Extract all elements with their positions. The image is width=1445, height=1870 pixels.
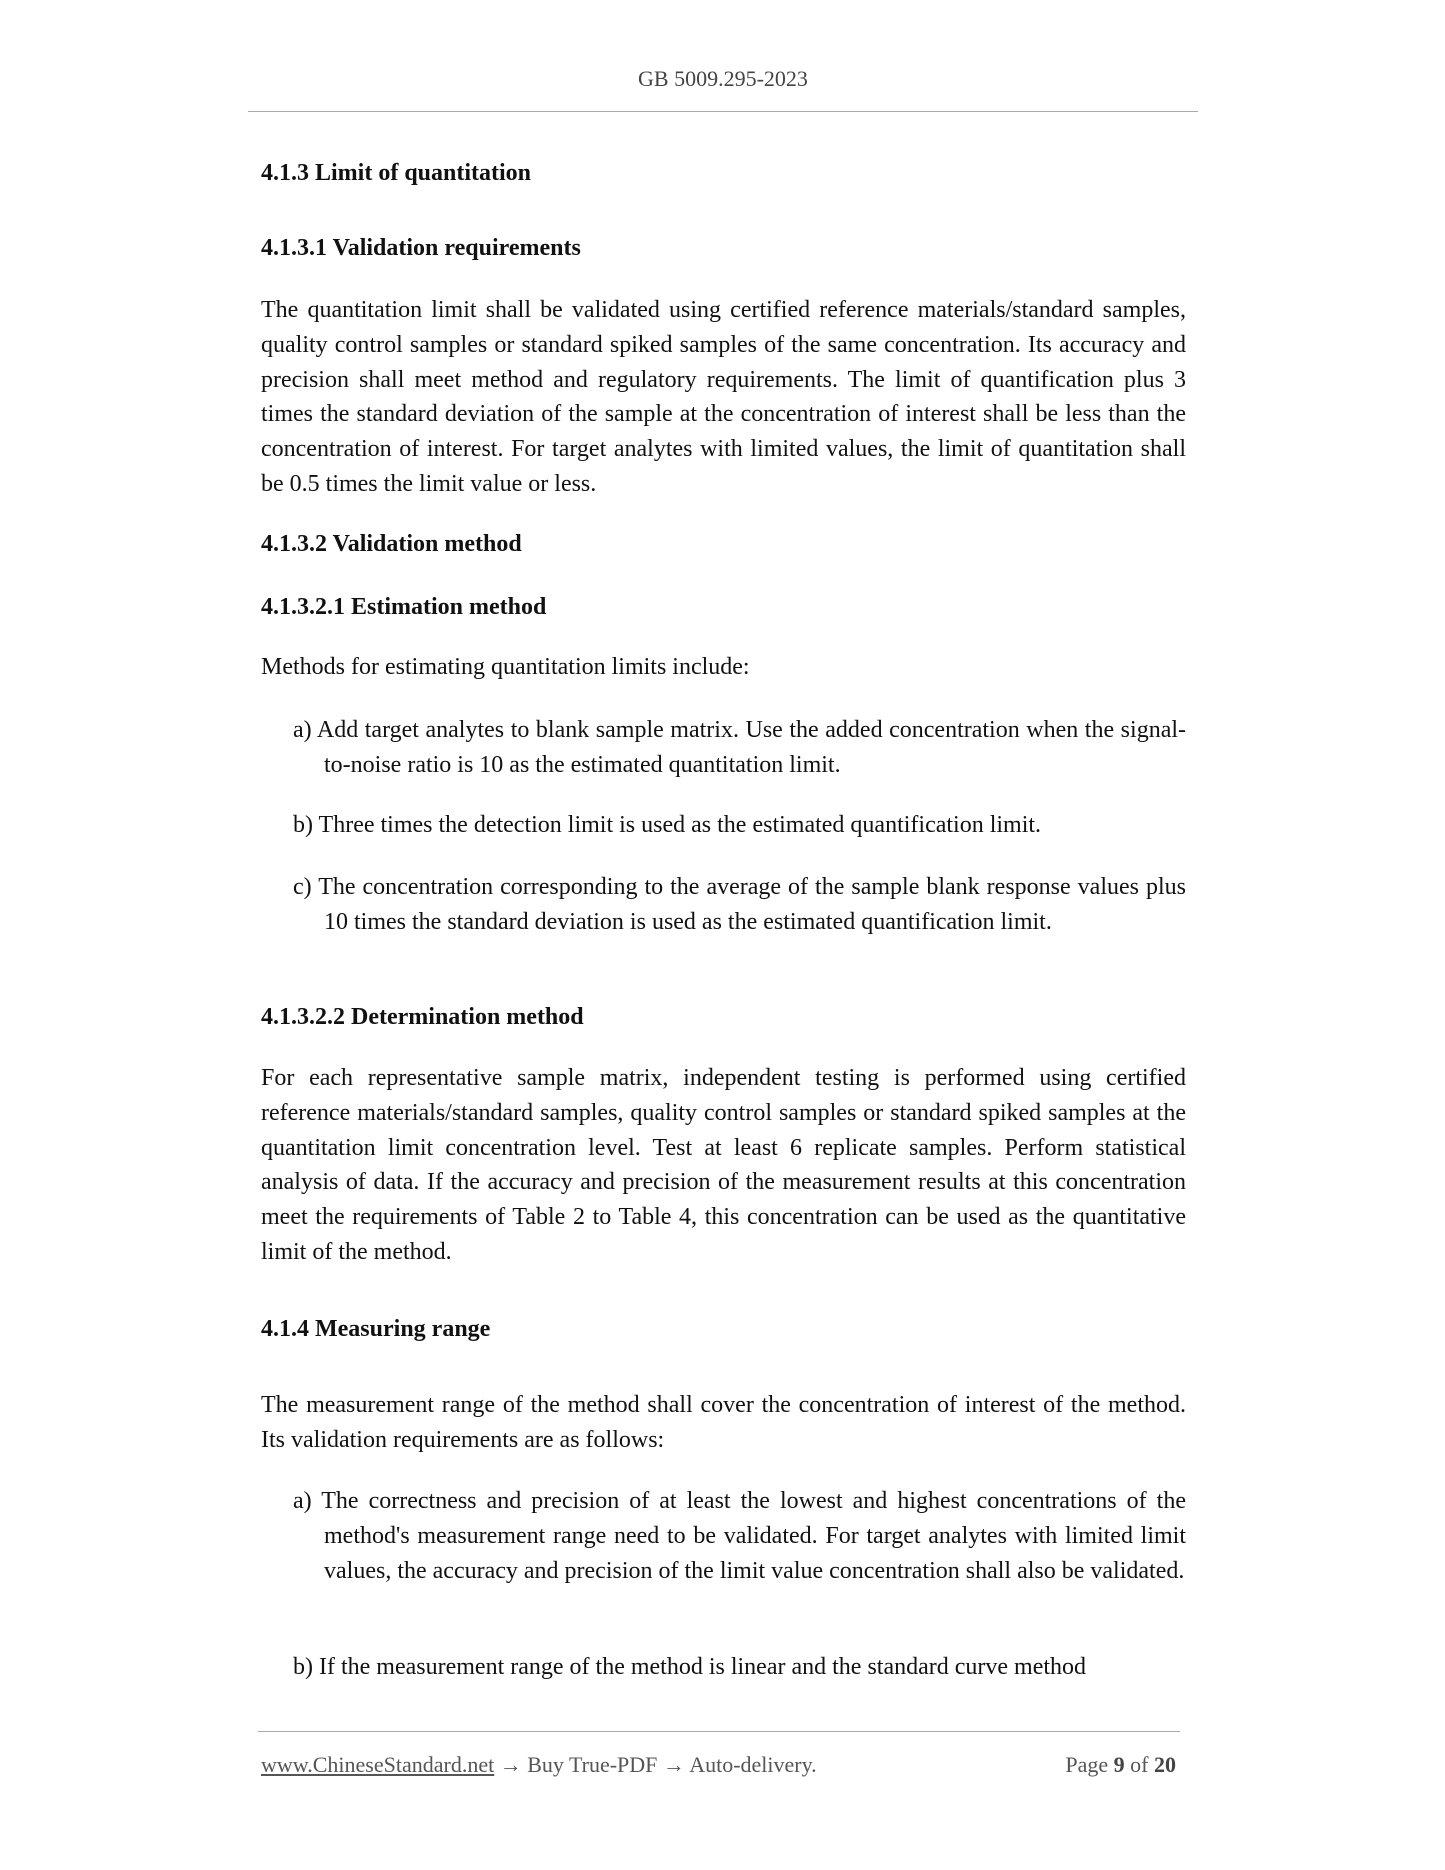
paragraph-measuring-range: The measurement range of the method shall cover the concentration of interest of the method. Its validation requirements are as follows:	[261, 1392, 1186, 1453]
footer-divider	[258, 1731, 1180, 1732]
list-item: c) The concentration corresponding to the average of the sample blank response values plus 10 times the standard deviation is used as the estimated quantification limit.	[293, 874, 1186, 935]
page-label: Page	[1065, 1752, 1109, 1777]
document-id-header: GB 5009.295-2023	[638, 66, 808, 91]
of-label: of	[1130, 1752, 1149, 1777]
heading-4-1-3-1: 4.1.3.1 Validation requirements	[261, 235, 581, 261]
paragraph-validation-requirements: The quantitation limit shall be validated using certified reference materials/standard samples, quality control samples or standard spiked samples of the same concentration. Its accuracy and precision shall meet method and regulatory requirements. The limit of quantification plus 3 times the standard deviation of the sample at the concentration of interest shall be less than the concentration of interest. For target analytes with limited values, the limit of quantitation shall be 0.5 times the limit value or less.	[261, 297, 1186, 497]
current-page: 9	[1113, 1752, 1125, 1777]
footer-promo-text: → Buy True-PDF → Auto-delivery.	[494, 1752, 817, 1777]
list-item: b) Three times the detection limit is used as the estimated quantification limit.	[293, 812, 1042, 838]
heading-4-1-3-2-1: 4.1.3.2.1 Estimation method	[261, 594, 547, 620]
list-item: a) The correctness and precision of at least the lowest and highest concentrations of the method's measurement range need to be validated. For target analytes with limited limit values, the accuracy and precision of the limit value concentration shall also be validated.	[293, 1488, 1186, 1584]
paragraph-estimation-intro: Methods for estimating quantitation limits include:	[261, 654, 750, 680]
footer-promo	[261, 1752, 817, 1778]
total-pages: 20	[1154, 1752, 1176, 1777]
header-divider	[248, 111, 1198, 112]
heading-4-1-3: 4.1.3 Limit of quantitation	[261, 160, 532, 186]
website-link[interactable]: www.ChineseStandard.net	[261, 1752, 495, 1777]
paragraph-determination-method: For each representative sample matrix, independent testing is performed using certified reference materials/standard samples, quality control samples or standard spiked samples at the quantitation limit concentration level. Test at least 6 replicate samples. Perform statistical analysis of data. If the accuracy and precision of the measurement results at this concentration meet the requirements of Table 2 to Table 4, this concentration can be used as the quantitative limit of the method.	[261, 1065, 1186, 1265]
list-item: a) Add target analytes to blank sample matrix. Use the added concentration when the signal-to-noise ratio is 10 as the estimated quantitation limit.	[293, 717, 1186, 778]
page-indicator	[1065, 1752, 1176, 1778]
heading-4-1-4: 4.1.4 Measuring range	[261, 1316, 491, 1342]
list-item: b) If the measurement range of the method is linear and the standard curve method	[293, 1654, 1087, 1680]
heading-4-1-3-2: 4.1.3.2 Validation method	[261, 531, 522, 557]
heading-4-1-3-2-2: 4.1.3.2.2 Determination method	[261, 1004, 584, 1030]
